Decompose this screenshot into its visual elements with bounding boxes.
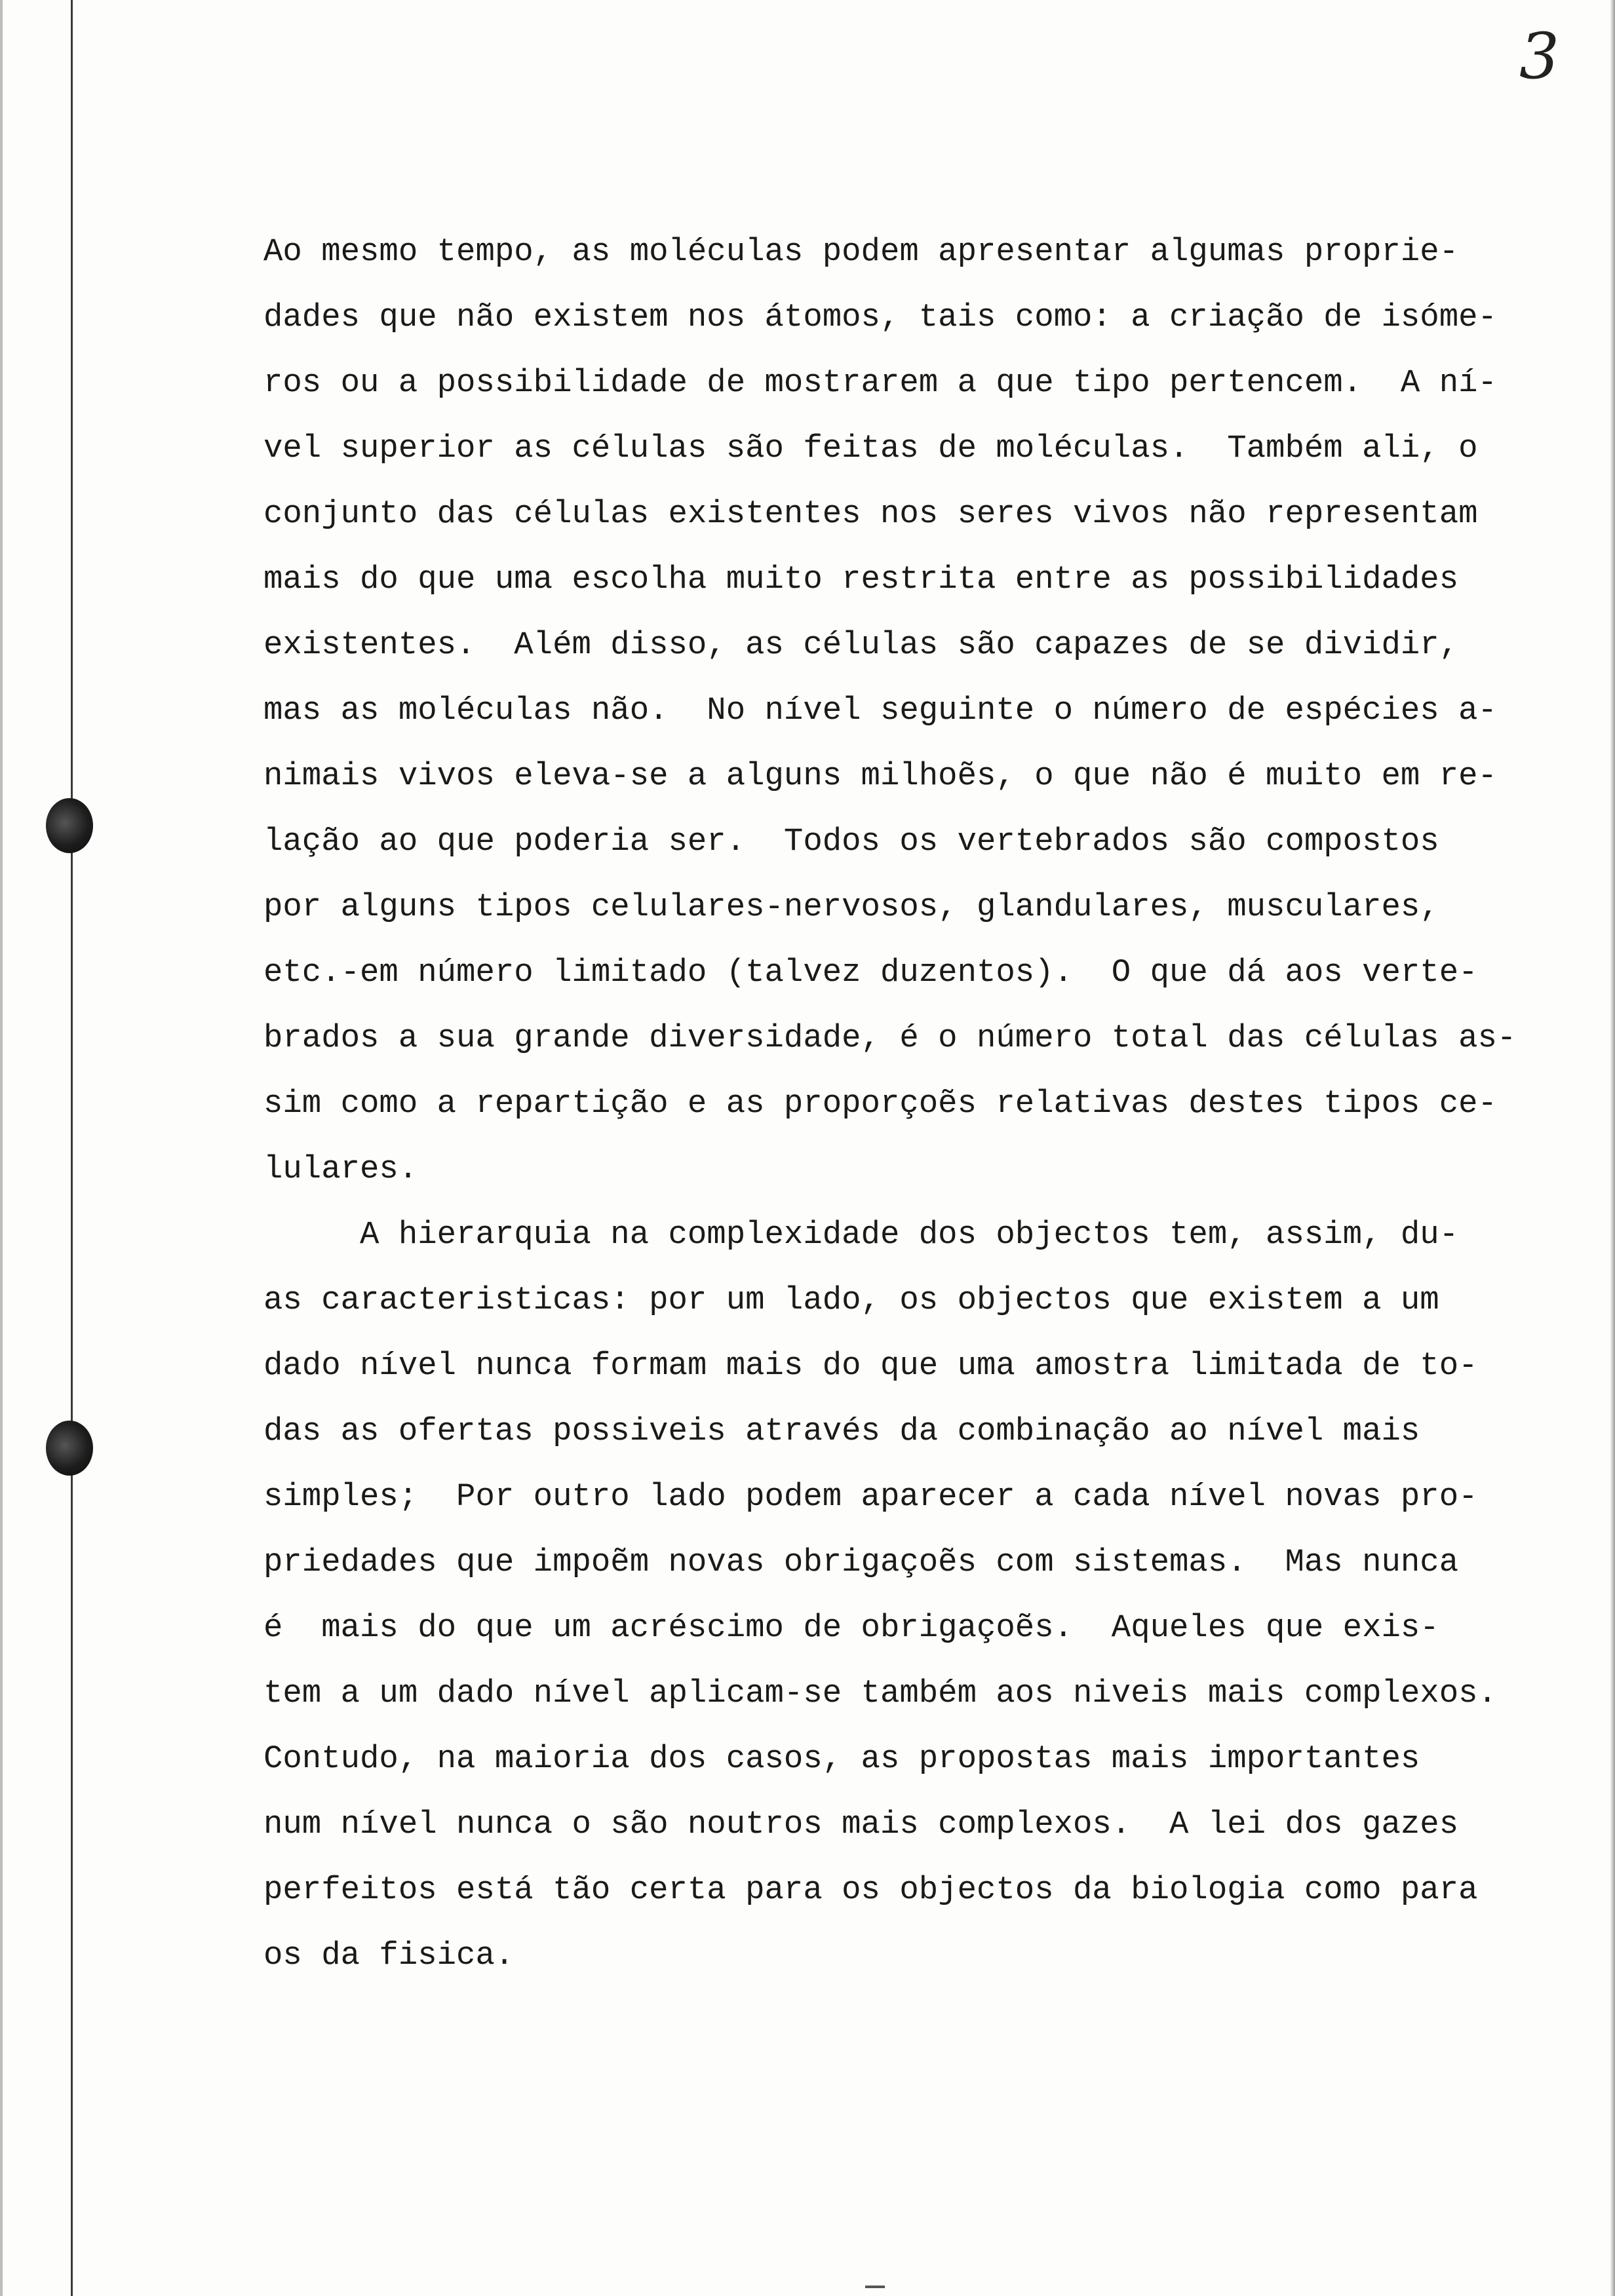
- text-line: sim como a repartição e as proporçoẽs relativas destes tipos ce-: [263, 1085, 1497, 1122]
- text-line: mas as moléculas não. No nível seguinte o número de espécies a-: [263, 692, 1497, 729]
- text-line: etc.-em número limitado (talvez duzentos). O que dá aos verte-: [263, 954, 1478, 991]
- punch-hole: [46, 1421, 93, 1476]
- text-line: é mais do que um acréscimo de obrigaçoẽs. Aqueles que exis-: [263, 1609, 1439, 1646]
- text-line: brados a sua grande diversidade, é o número total das células as-: [263, 1020, 1517, 1056]
- text-line: tem a um dado nível aplicam-se também aos niveis mais complexos.: [263, 1675, 1497, 1712]
- text-line: das as ofertas possiveis através da combinação ao nível mais: [263, 1413, 1420, 1449]
- text-line: Contudo, na maioria dos casos, as propostas mais importantes: [263, 1740, 1420, 1777]
- text-line: mais do que uma escolha muito restrita entre as possibilidades: [263, 561, 1459, 598]
- text-line: dades que não existem nos átomos, tais como: a criação de isóme-: [263, 299, 1497, 335]
- text-line: Ao mesmo tempo, as moléculas podem apresentar algumas proprie-: [263, 233, 1459, 270]
- punch-hole: [46, 798, 93, 853]
- text-line: dado nível nunca formam mais do que uma amostra limitada de to-: [263, 1347, 1478, 1384]
- text-line: A hierarquia na complexidade dos objectos tem, assim, du-: [263, 1216, 1459, 1253]
- text-line: as caracteristicas: por um lado, os objectos que existem a um: [263, 1282, 1439, 1318]
- text-line: priedades que impoẽm novas obrigaçoẽs com sistemas. Mas nunca: [263, 1544, 1459, 1580]
- margin-rule: [71, 0, 73, 2296]
- text-line: lulares.: [263, 1151, 418, 1187]
- text-line: conjunto das células existentes nos seres vivos não representam: [263, 495, 1478, 532]
- text-line: os da fisica.: [263, 1937, 515, 1974]
- body-text: [263, 219, 1561, 1988]
- text-line: ros ou a possibilidade de mostrarem a que tipo pertencem. A ní-: [263, 364, 1497, 401]
- page-number: 3: [1519, 20, 1560, 93]
- page-left-edge: [0, 0, 3, 2296]
- text-line: por alguns tipos celulares-nervosos, glandulares, musculares,: [263, 889, 1439, 925]
- text-line: simples; Por outro lado podem aparecer a cada nível novas pro-: [263, 1478, 1478, 1515]
- scan-mark: [865, 2286, 885, 2288]
- text-line: num nível nunca o são noutros mais complexos. A lei dos gazes: [263, 1806, 1459, 1843]
- text-line: lação ao que poderia ser. Todos os vertebrados são compostos: [263, 823, 1439, 860]
- text-line: vel superior as células são feitas de moléculas. Também ali, o: [263, 430, 1478, 467]
- page-right-edge: [1610, 0, 1615, 2296]
- text-line: nimais vivos eleva-se a alguns milhoẽs, o que não é muito em re-: [263, 757, 1497, 794]
- text-line: perfeitos está tão certa para os objectos da biologia como para: [263, 1871, 1478, 1908]
- text-line: existentes. Além disso, as células são capazes de se dividir,: [263, 626, 1459, 663]
